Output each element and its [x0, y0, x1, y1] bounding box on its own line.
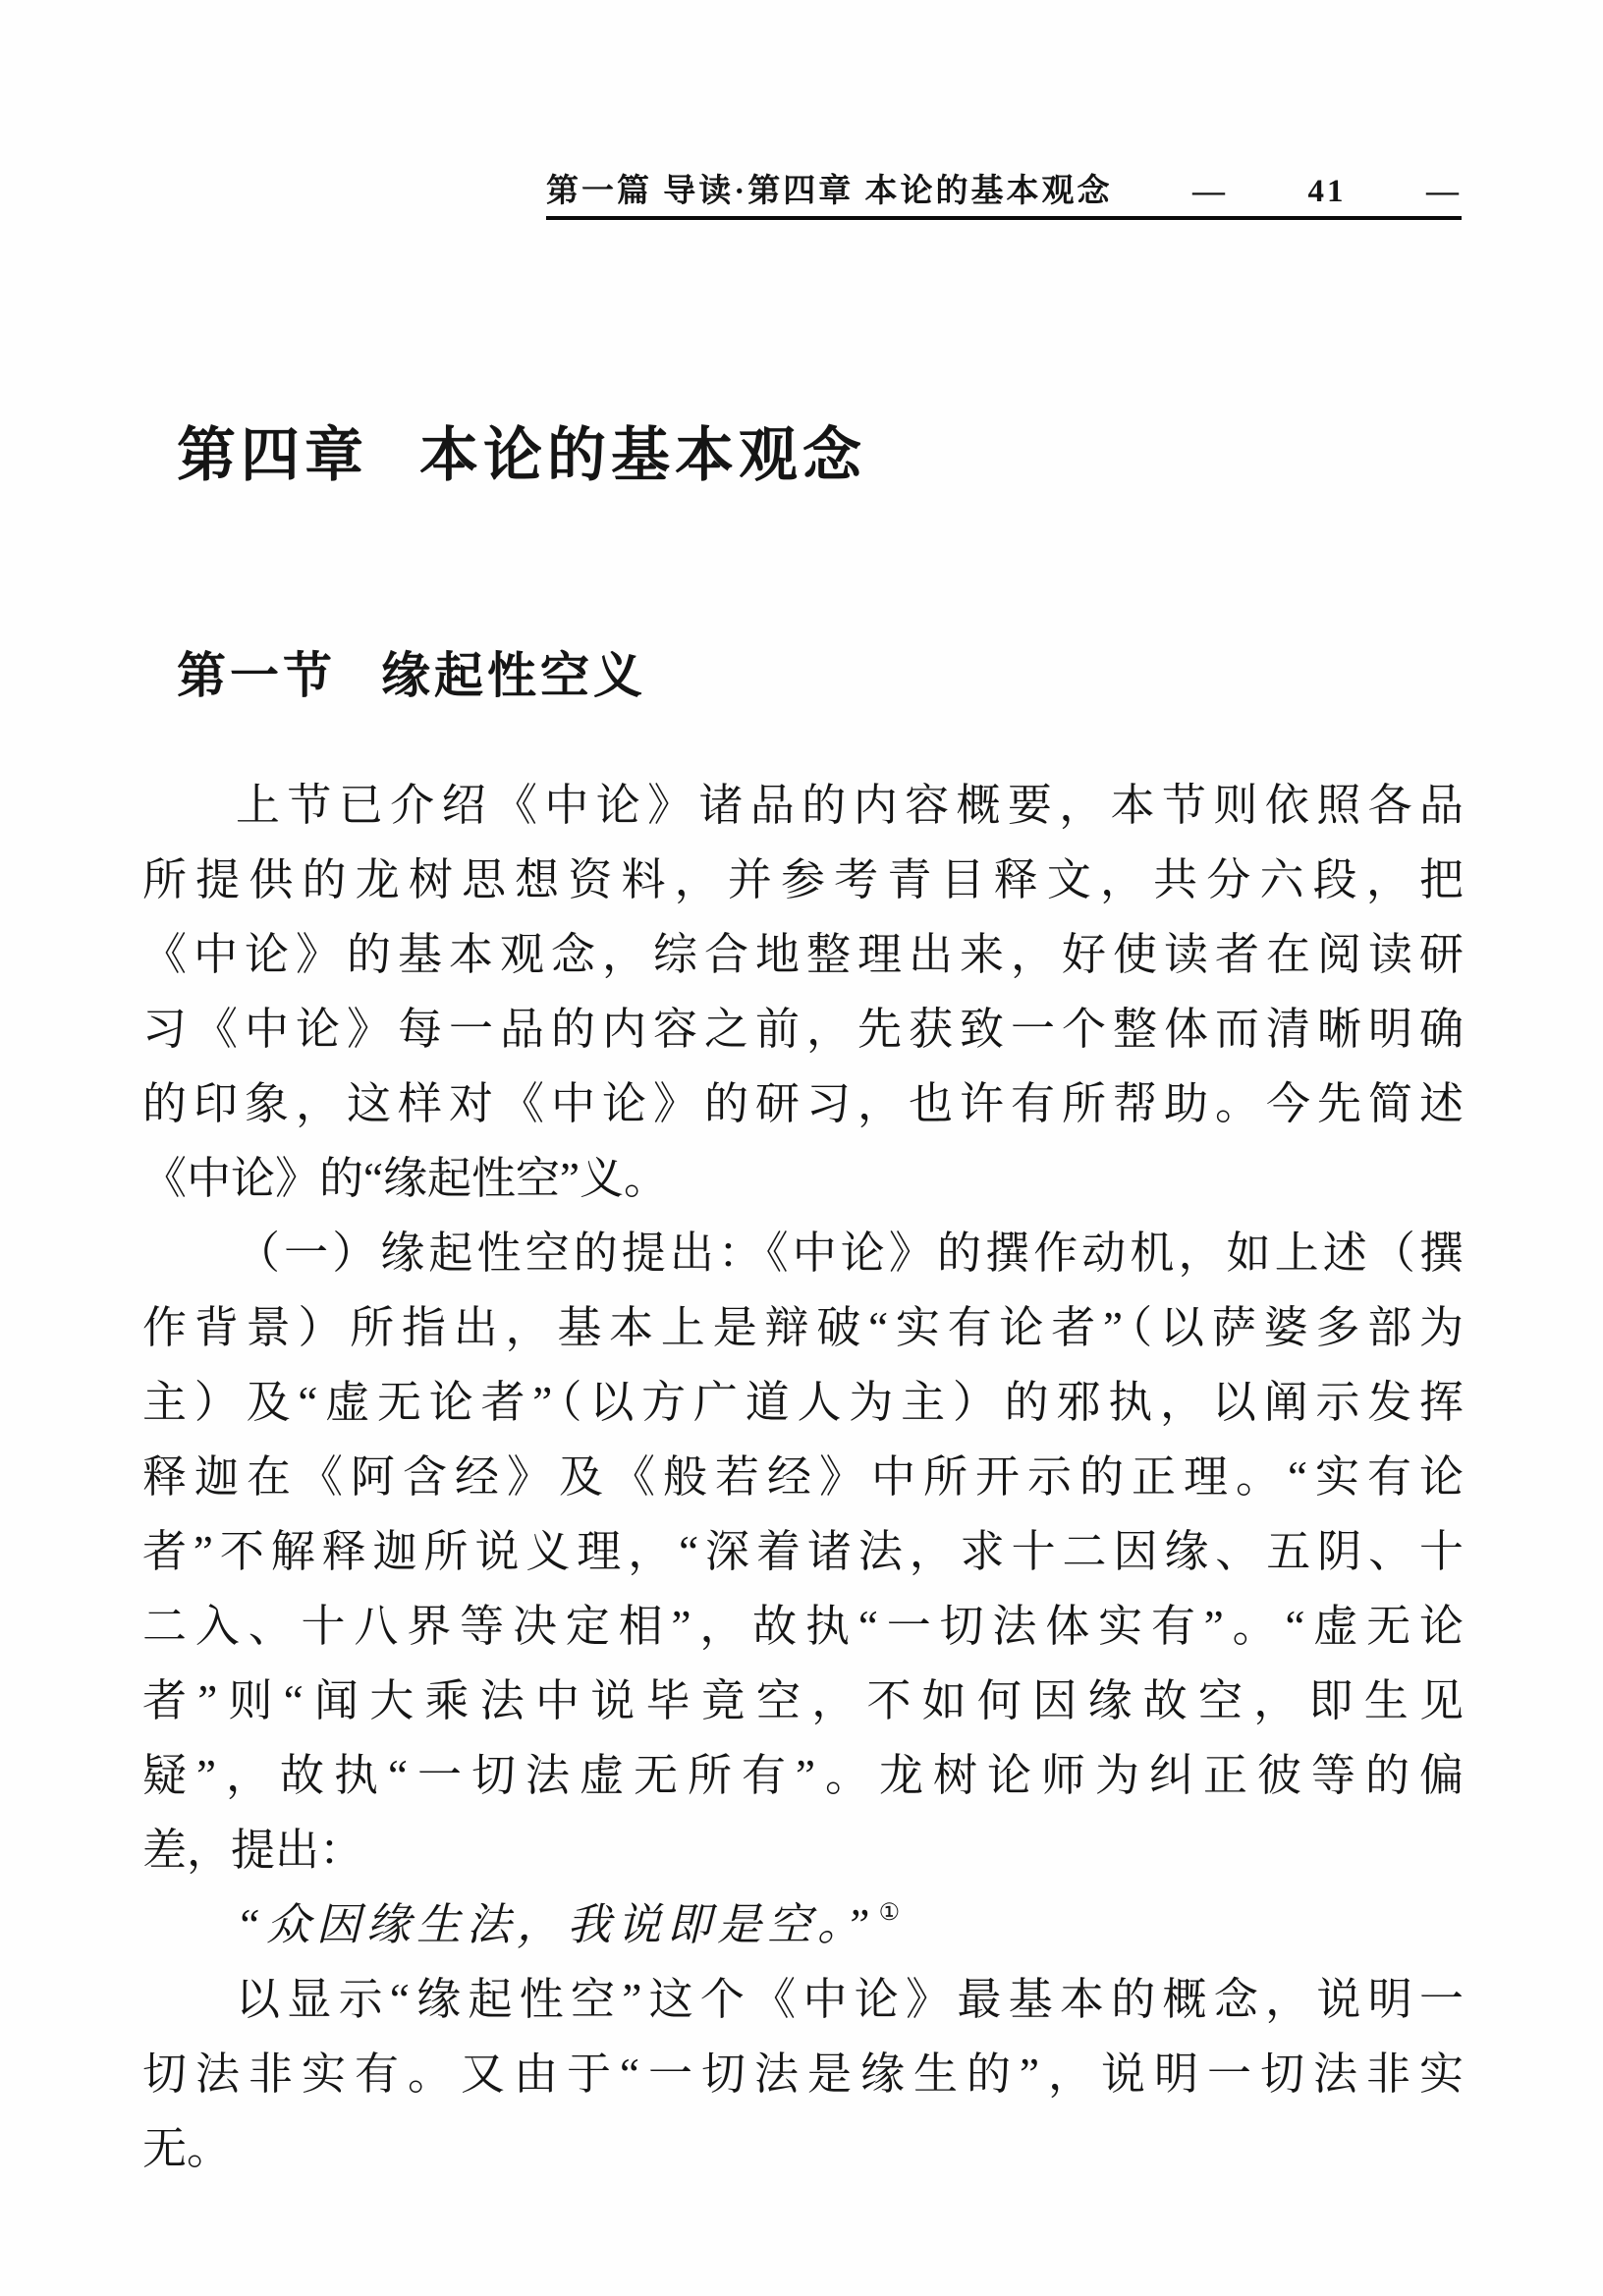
- text-line: 切法非实有。又由于“一切法是缘生的”，说明一切法非实: [142, 2050, 1464, 2099]
- text-line: 疑”，故执“一切法虚无所有”。龙树论师为纠正彼等的偏: [142, 1751, 1464, 1800]
- page-number-dash-right: —: [1425, 174, 1462, 209]
- text-line: 差，提出：: [142, 1826, 364, 1875]
- text-line: 所提供的龙树思想资料，并参考青目释文，共分六段，把: [142, 855, 1464, 904]
- text-line: 《中论》的“缘起性空”义。: [142, 1154, 668, 1203]
- running-header: [546, 165, 1462, 211]
- section-title: 缘起性空义: [381, 648, 646, 703]
- text-line: 无。: [142, 2124, 232, 2173]
- text-line: 者”则“闻大乘法中说毕竟空，不如何因缘故空，即生见: [142, 1676, 1464, 1725]
- page-number-dash-left: —: [1192, 174, 1228, 209]
- page-number: 41: [1307, 174, 1347, 209]
- header-rule: [546, 216, 1462, 220]
- text-line: 作背景）所指出，基本上是辩破“实有论者”（以萨婆多部为: [142, 1303, 1464, 1352]
- text-line: “众因缘生法，我说即是空。” ①: [236, 1900, 901, 1949]
- text-line: 以显示“缘起性空”这个《中论》最基本的概念，说明一: [236, 1975, 1464, 2024]
- text-line: 《中论》的基本观念，综合地整理出来，好使读者在阅读研: [142, 930, 1464, 979]
- chapter-label: 第四章: [177, 423, 368, 488]
- text-line: 上节已介绍《中论》诸品的内容概要，本节则依照各品: [236, 781, 1464, 830]
- section-label: 第一节: [177, 648, 336, 703]
- text-line: 二入、十八界等决定相”，故执“一切法体实有”。“虚无论: [142, 1602, 1464, 1651]
- text-line: 主）及“虚无论者”（以方广道人为主）的邪执，以阐示发挥: [142, 1378, 1464, 1427]
- section-heading: [177, 636, 646, 707]
- text-line: 的印象，这样对《中论》的研习，也许有所帮助。今先简述: [142, 1079, 1464, 1128]
- text-line: 者”不解释迦所说义理，“深着诸法，求十二因缘、五阴、十: [142, 1527, 1464, 1576]
- running-header-text: 第一篇 导读·第四章 本论的基本观念: [546, 174, 1113, 209]
- chapter-title: 本论的基本观念: [419, 423, 866, 488]
- text-line: （一）缘起性空的提出：《中论》的撰作动机，如上述（撰: [236, 1229, 1464, 1278]
- text-line: 释迦在《阿含经》及《般若经》中所开示的正理。“实有论: [142, 1452, 1464, 1502]
- body-text: [142, 768, 1464, 2186]
- footnote-marker: ①: [878, 1900, 901, 1926]
- chapter-heading: [177, 409, 866, 493]
- text-line: 习《中论》每一品的内容之前，先获致一个整体而清晰明确: [142, 1005, 1464, 1054]
